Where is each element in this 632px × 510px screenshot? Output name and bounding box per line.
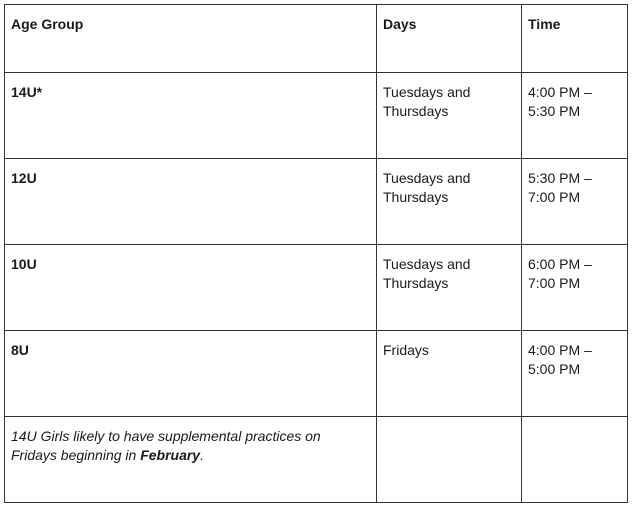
time-start: 4:00 PM –: [528, 342, 592, 358]
time-start: 5:30 PM –: [528, 170, 592, 186]
table-row: [5, 331, 628, 417]
time-end: 7:00 PM: [528, 275, 581, 291]
age-group-cell: 14U*: [5, 73, 377, 159]
table-row: [5, 73, 628, 159]
header-days: Days: [377, 5, 522, 73]
table-header-row: [5, 5, 628, 73]
age-group-cell: 8U: [5, 331, 377, 417]
empty-cell: [522, 417, 628, 503]
time-cell: [522, 159, 628, 245]
header-age-group: Age Group: [5, 5, 377, 73]
time-cell: [522, 331, 628, 417]
empty-cell: [377, 417, 522, 503]
time-end: 7:00 PM: [528, 189, 581, 205]
footnote-cell: [5, 417, 377, 503]
footnote-text: 14U Girls likely to have supplemental practices on Fridays beginning in: [11, 428, 321, 463]
days-cell: Tuesdays and Thursdays: [377, 159, 522, 245]
time-end: 5:30 PM: [528, 103, 581, 119]
table-row: [5, 245, 628, 331]
table-row: [5, 159, 628, 245]
days-cell: Tuesdays and Thursdays: [377, 73, 522, 159]
time-cell: [522, 245, 628, 331]
time-start: 4:00 PM –: [528, 84, 592, 100]
footnote-row: [5, 417, 628, 503]
footnote-end: .: [200, 447, 204, 463]
time-cell: [522, 73, 628, 159]
time-start: 6:00 PM –: [528, 256, 592, 272]
days-cell: Fridays: [377, 331, 522, 417]
header-time: Time: [522, 5, 628, 73]
footnote-emphasis: February: [140, 447, 201, 463]
practice-schedule-table: [4, 4, 628, 503]
age-group-cell: 10U: [5, 245, 377, 331]
days-cell: Tuesdays and Thursdays: [377, 245, 522, 331]
age-group-cell: 12U: [5, 159, 377, 245]
time-end: 5:00 PM: [528, 361, 581, 377]
